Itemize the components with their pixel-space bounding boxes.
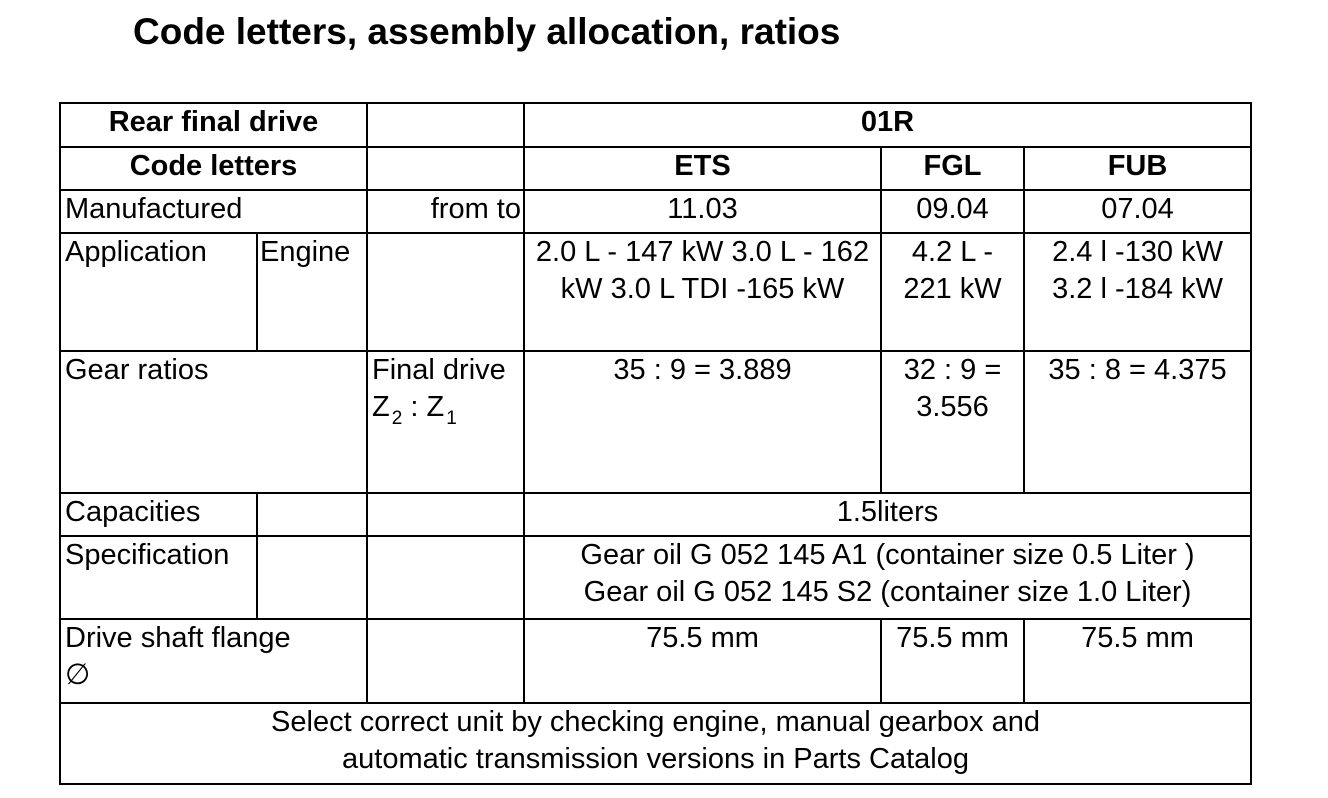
manufactured-range-label: from to xyxy=(367,190,524,233)
flange-fub: 75.5 mm xyxy=(1024,619,1251,703)
code-letter-fgl: FGL xyxy=(881,147,1024,190)
final-drive-subscript-2: 2 xyxy=(391,408,403,429)
rear-final-drive-value: 01R xyxy=(524,103,1251,147)
final-drive-colon: : xyxy=(410,391,419,423)
specification-label: Specification xyxy=(60,536,257,619)
manufactured-fub: 07.04 xyxy=(1024,190,1251,233)
empty-cell xyxy=(367,147,524,190)
manufactured-ets: 11.03 xyxy=(524,190,881,233)
empty-cell xyxy=(257,536,367,619)
final-drive-z: Z xyxy=(426,391,445,423)
final-drive-text: Final drive Z xyxy=(372,354,506,423)
empty-cell xyxy=(367,536,524,619)
capacities-value: 1.5liters xyxy=(524,493,1251,536)
specification-value xyxy=(524,536,1251,619)
application-engine-label: Engine xyxy=(257,233,367,351)
code-letter-fub: FUB xyxy=(1024,147,1251,190)
manufactured-label: Manufactured xyxy=(60,190,367,233)
application-fub: 2.4 l -130 kW 3.2 l -184 kW xyxy=(1024,233,1251,351)
code-letter-ets: ETS xyxy=(524,147,881,190)
drive-shaft-flange-label xyxy=(60,619,367,703)
flange-fgl: 75.5 mm xyxy=(881,619,1024,703)
empty-cell xyxy=(257,493,367,536)
table-row-specification xyxy=(60,536,1251,619)
code-letters-table xyxy=(59,102,1252,785)
empty-cell xyxy=(367,103,524,147)
empty-cell xyxy=(367,233,524,351)
final-drive-label xyxy=(367,351,524,493)
table-row-rear-final-drive xyxy=(60,103,1251,147)
gear-ratio-ets: 35 : 9 = 3.889 xyxy=(524,351,881,493)
manufactured-fgl: 09.04 xyxy=(881,190,1024,233)
empty-cell xyxy=(367,619,524,703)
capacities-label: Capacities xyxy=(60,493,257,536)
table-row-application xyxy=(60,233,1251,351)
drive-shaft-flange-text: Drive shaft flange xyxy=(65,622,291,654)
table-row-code-letters xyxy=(60,147,1251,190)
table-row-manufactured xyxy=(60,190,1251,233)
specification-line-2: Gear oil G 052 145 S2 (container size 1.0 Liter) xyxy=(583,576,1192,608)
empty-cell xyxy=(367,493,524,536)
table-row-gear-ratios xyxy=(60,351,1251,493)
code-letters-label: Code letters xyxy=(60,147,367,190)
flange-ets: 75.5 mm xyxy=(524,619,881,703)
final-drive-subscript-1: 1 xyxy=(446,408,457,429)
table-row-footer xyxy=(60,703,1251,784)
gear-ratio-fub: 35 : 8 = 4.375 xyxy=(1024,351,1251,493)
application-fgl: 4.2 L - 221 kW xyxy=(881,233,1024,351)
gear-ratios-label: Gear ratios xyxy=(60,351,367,493)
diameter-icon: ∅ xyxy=(65,659,91,691)
table-row-drive-shaft-flange xyxy=(60,619,1251,703)
application-ets: 2.0 L - 147 kW 3.0 L - 162 kW 3.0 L TDI -165 kW xyxy=(524,233,881,351)
rear-final-drive-label: Rear final drive xyxy=(60,103,367,147)
application-label: Application xyxy=(60,233,257,351)
footer-note: Select correct unit by checking engine, manual gearbox and automatic transmission versions in Parts Catalog xyxy=(60,703,1251,784)
page-title: Code letters, assembly allocation, ratios xyxy=(133,11,841,52)
gear-ratio-fgl: 32 : 9 = 3.556 xyxy=(881,351,1024,493)
table-row-capacities xyxy=(60,493,1251,536)
specification-line-1: Gear oil G 052 145 A1 (container size 0.5 Liter ) xyxy=(580,539,1195,571)
